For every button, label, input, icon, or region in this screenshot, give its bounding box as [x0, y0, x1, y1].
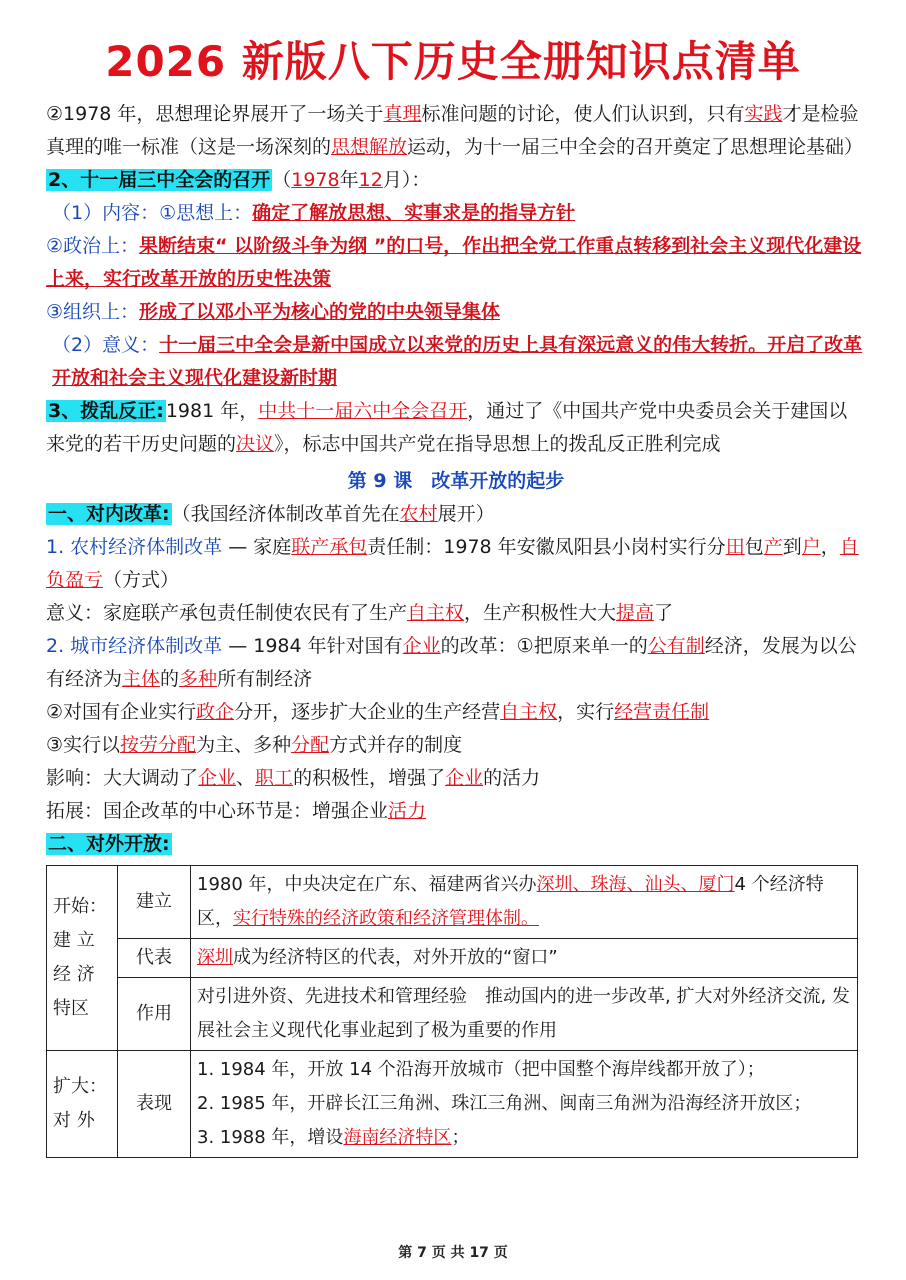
- answer-text: 主体: [122, 668, 161, 690]
- answer-text: 12: [358, 169, 383, 191]
- item-label: （2）意义：: [52, 334, 160, 356]
- lesson-title: 第 9 课 改革开放的起步: [347, 470, 565, 492]
- list-item: 1. 1984 年，开放 14 个沿海开放城市（把中国整个海岸线都开放了）；: [197, 1059, 765, 1080]
- item-label: 2. 城市经济体制改革: [46, 635, 223, 657]
- group-label-sez: 开始：建 立 经 济 特区: [47, 866, 118, 1051]
- answer-text: 真理: [383, 103, 422, 125]
- text: 的活力: [483, 767, 541, 789]
- answer-text: 深圳、珠海、汕头、厦门: [536, 874, 735, 895]
- cell-function: 对引进外资、先进技术和管理经验 推动国内的进一步改革, 扩大对外经济交流, 发展社会主义现代化事业起到了极为重要的作用: [191, 978, 858, 1051]
- answer-text: 十一届三中全会是新中国成立以来党的历史上具有深远意义的伟大转折。开启了改革开放和社会主义现代化建设新时期: [52, 334, 863, 389]
- section-heading: 3、拨乱反正:: [48, 400, 164, 422]
- row-label-function: 作用: [118, 978, 191, 1051]
- answer-text: 深圳: [197, 947, 233, 968]
- text: 的: [160, 668, 180, 690]
- text: 4 个经济特区，: [197, 874, 824, 929]
- text: 经济，发展为以公有经济为: [46, 635, 857, 690]
- cell-establish: [191, 866, 858, 939]
- content-body: [46, 98, 866, 1158]
- text: ，通过了《中国共产党中央委员会关于建国以来党的若干历史问题的: [46, 400, 848, 455]
- answer-text: 提高: [616, 602, 655, 624]
- text: 月）：: [382, 169, 431, 191]
- text: 包: [744, 536, 764, 558]
- text: 标准问题的讨论，使人们认识到，只有: [421, 103, 745, 125]
- heading-opening-up: [46, 828, 866, 861]
- answer-text: 活力: [388, 800, 427, 822]
- text: ，生产积极性大大: [464, 602, 617, 624]
- item-label: ③组织上：: [46, 301, 140, 323]
- answer-text: 产: [763, 536, 783, 558]
- text: — 1984 年针对国有: [222, 635, 403, 657]
- group-label-expand: 扩大：对 外: [47, 1051, 118, 1158]
- answer-text: 企业: [198, 767, 237, 789]
- text: — 家庭: [222, 536, 292, 558]
- paragraph-influence: [46, 762, 866, 795]
- text: 成为经济特区的代表，对外开放的“窗口”: [233, 947, 558, 968]
- content-thought: [46, 197, 866, 230]
- table-row: [47, 978, 858, 1051]
- answer-text: 思想解放: [331, 136, 408, 158]
- paragraph-urban-reform: [46, 630, 866, 696]
- paragraph-state-enterprise: [46, 696, 866, 729]
- answer-text: 多种: [179, 668, 218, 690]
- text: ；: [451, 1127, 470, 1148]
- list-item: [197, 1121, 851, 1155]
- text: 1981 年，: [165, 400, 259, 422]
- content-significance: [46, 329, 866, 395]
- answer-text: 户: [801, 536, 821, 558]
- item-label: 1. 农村经济体制改革: [46, 536, 223, 558]
- text: 所有制经济: [217, 668, 313, 690]
- paragraph-rural-reform: [46, 531, 866, 597]
- text: ②1978 年，思想理论界展开了一场关于: [46, 103, 384, 125]
- item-label: （1）内容：①思想上：: [52, 202, 253, 224]
- paragraph-rural-significance: [46, 597, 866, 630]
- answer-text: 自负盈亏: [46, 536, 859, 591]
- text: 1980 年，中央决定在广东、福建两省兴办: [197, 874, 537, 895]
- text: 》，标志中国共产党在指导思想上的拨乱反正胜利完成: [274, 433, 721, 455]
- answer-text: 。: [521, 908, 539, 929]
- text: 才是检验真理的唯一标准（这是一场深刻的: [46, 103, 859, 158]
- row-label-performance: 表现: [118, 1051, 191, 1158]
- text: （: [272, 169, 292, 191]
- heading-domestic-reform: [46, 498, 866, 531]
- text: 为主、多种: [196, 734, 292, 756]
- text: ②对国有企业实行: [46, 701, 197, 723]
- heading-third-plenum: [46, 164, 866, 197]
- answer-text: 按劳分配: [120, 734, 197, 756]
- text: 影响：大大调动了: [46, 767, 199, 789]
- text: 分开，逐步扩大企业的生产经营: [234, 701, 501, 723]
- answer-text: 果断结束“ 以阶级斗争为纲 ”的口号，作出把全党工作重点转移到社会主义现代化建设上来，实行改革开放的历史性决策: [46, 235, 862, 290]
- text: 展开）: [437, 503, 495, 525]
- answer-text: 确定了解放思想、实事求是的指导方针: [252, 202, 576, 224]
- text: 方式并存的制度: [329, 734, 463, 756]
- paragraph-extension: [46, 795, 866, 828]
- text: 运动，为十一届三中全会的召开奠定了思想理论基础）: [407, 136, 864, 158]
- text: （方式）: [103, 569, 180, 591]
- list-item: 2. 1985 年，开辟长江三角洲、珠江三角洲、闽南三角洲为沿海经济开放区；: [197, 1093, 812, 1114]
- table-row: [47, 866, 858, 939]
- answer-text: 企业: [402, 635, 441, 657]
- opening-up-table: [46, 865, 858, 1158]
- text: ，: [820, 536, 840, 558]
- answer-text: 分配: [291, 734, 330, 756]
- answer-text: 1978: [291, 169, 340, 191]
- answer-text: 经营责任制: [614, 701, 710, 723]
- answer-text: 联产承包: [291, 536, 368, 558]
- answer-text: 中共十一届六中全会召开: [258, 400, 468, 422]
- answer-text: 实行特殊的经济政策和经济管理体制: [233, 908, 521, 929]
- text: ，实行: [557, 701, 615, 723]
- text: ③实行以: [46, 734, 121, 756]
- item-label: ②政治上：: [46, 235, 140, 257]
- answer-text: 自主权: [407, 602, 465, 624]
- text: 年: [339, 169, 359, 191]
- answer-text: 实践: [744, 103, 783, 125]
- paragraph-distribution: [46, 729, 866, 762]
- row-label-establish: 建立: [118, 866, 191, 939]
- text: 3. 1988 年，增设: [197, 1127, 344, 1148]
- paragraph-truth-debate: [46, 98, 866, 164]
- section-heading: 二、对外开放:: [48, 833, 170, 855]
- answer-text: 职工: [255, 767, 294, 789]
- section-heading: 一、对内改革:: [48, 503, 170, 525]
- text: 意义：家庭联产承包责任制使农民有了生产: [46, 602, 408, 624]
- text: 、: [236, 767, 256, 789]
- answer-text: 海南经济特区: [343, 1127, 452, 1148]
- text: （我国经济体制改革首先在: [171, 503, 400, 525]
- text: 责任制：1978 年安徽凤阳县小岗村实行分: [367, 536, 726, 558]
- answer-text: 企业: [445, 767, 484, 789]
- text: 了: [654, 602, 674, 624]
- cell-performance: [191, 1051, 858, 1158]
- answer-text: 决议: [236, 433, 275, 455]
- content-politics: [46, 230, 866, 296]
- content-organization: [46, 296, 866, 329]
- section-heading: 2、十一届三中全会的召开: [48, 169, 271, 191]
- table-row: [47, 1051, 858, 1158]
- answer-text: 自主权: [500, 701, 558, 723]
- text: 拓展：国企改革的中心环节是：增强企业: [46, 800, 389, 822]
- row-label-representative: 代表: [118, 939, 191, 978]
- paragraph-bo-luan-fan-zheng: [46, 395, 866, 461]
- answer-text: 政企: [196, 701, 235, 723]
- text: 到: [782, 536, 802, 558]
- answer-text: 公有制: [647, 635, 705, 657]
- page-title: 2026 新版八下历史全册知识点清单: [105, 37, 801, 86]
- text: 的积极性，增强了: [293, 767, 446, 789]
- answer-text: 农村: [399, 503, 438, 525]
- page-footer: 第 7 页 共 17 页: [398, 1245, 508, 1261]
- table-row: [47, 939, 858, 978]
- text: 的改革：①把原来单一的: [440, 635, 648, 657]
- cell-representative: [191, 939, 858, 978]
- answer-text: 形成了以邓小平为核心的党的中央领导集体: [139, 301, 501, 323]
- answer-text: 田: [725, 536, 745, 558]
